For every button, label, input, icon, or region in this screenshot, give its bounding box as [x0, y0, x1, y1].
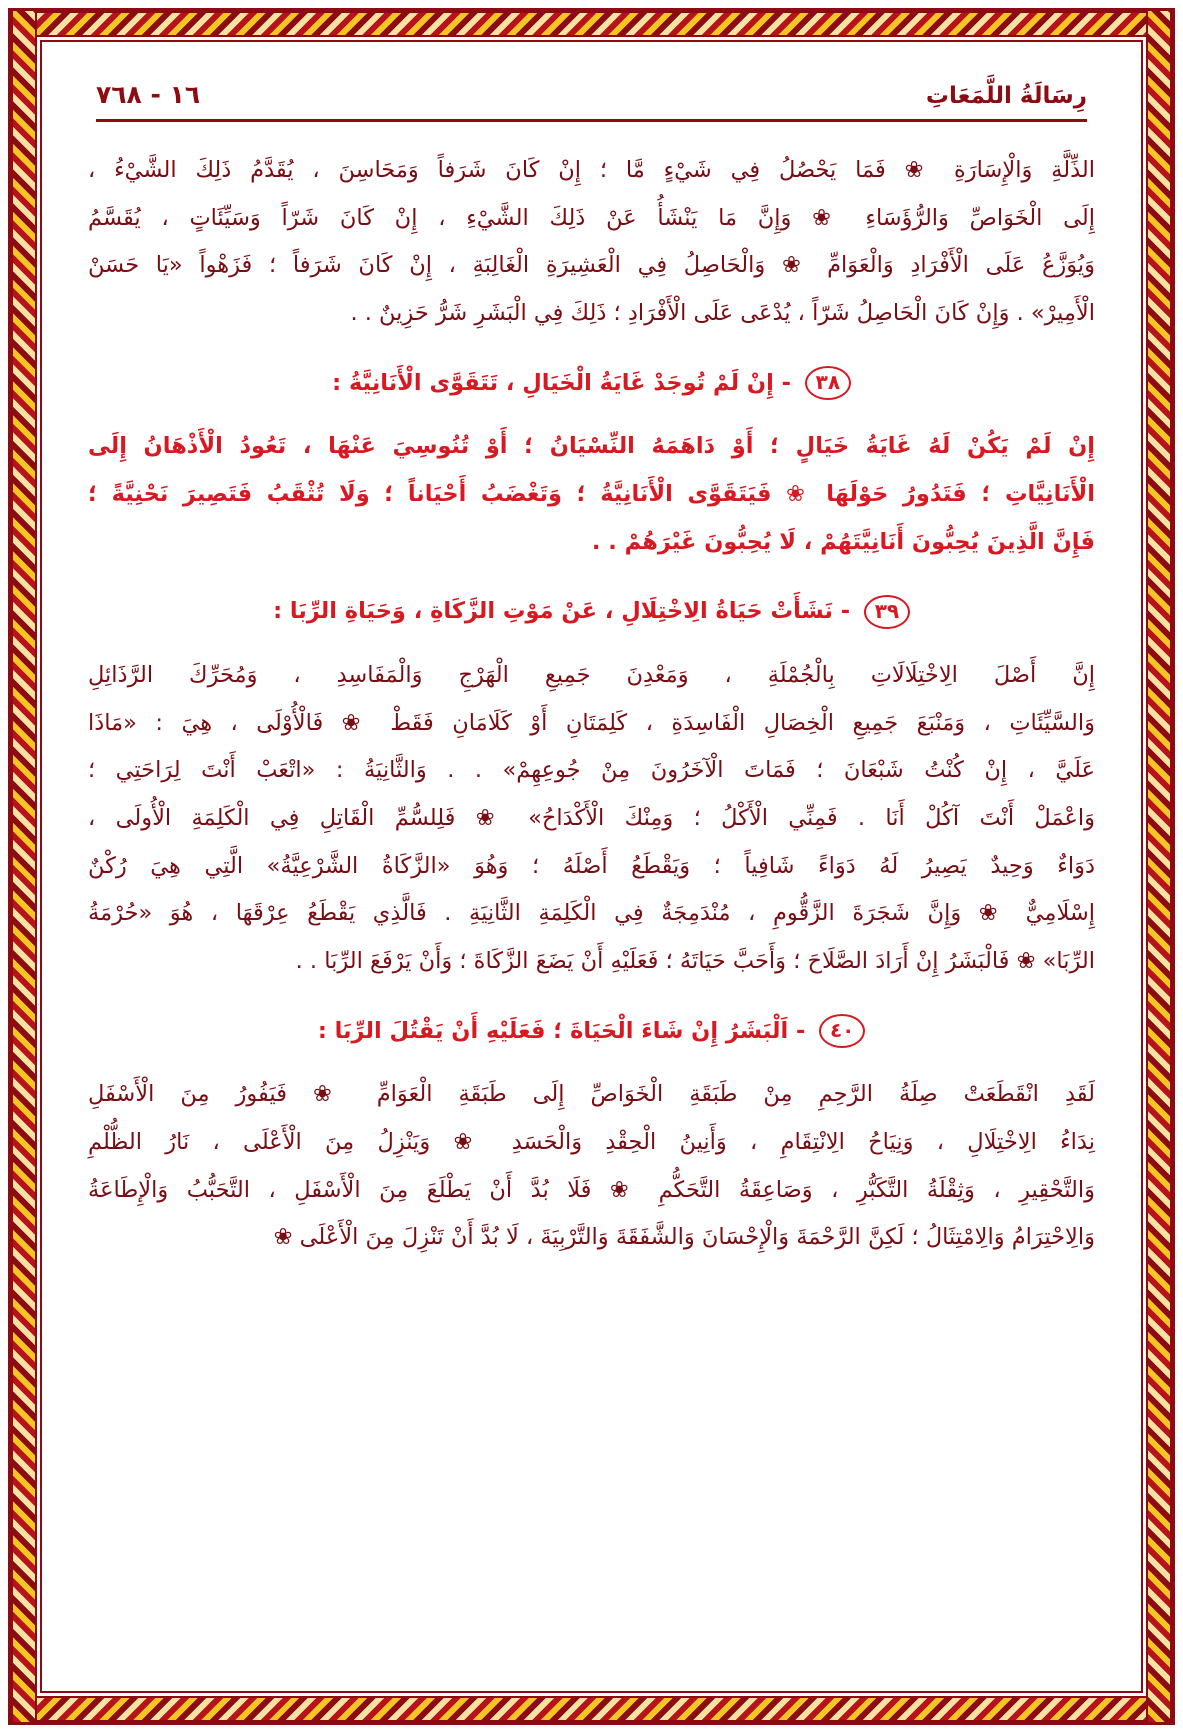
paragraph-line: إِنْ لَمْ يَكُنْ لَهُ غَايَةُ خَيَالٍ ؛ أَوْ دَاهَمَهُ النِّسْيَانُ ؛ أَوْ تُنُوسِيَ عَنْهَا ، تَعُودُ الْأَذْهَانُ إِلَى — [88, 433, 1095, 460]
ornamental-band-top — [11, 11, 1172, 37]
paragraph-line: وَاعْمَلْ أَنْتَ آكُلْ أَنَا . فَمِنِّي الْأَكْلُ ؛ وَمِنْكَ الْأَكْدَاحُ» ❀ فَلِلسُّمِّ الْقَاتِلِ فِي الْكَلِمَةِ الْأُولَى ، — [88, 805, 1095, 832]
paragraph-line: دَوَاءٌ وَحِيدٌ يَصِيرُ لَهُ دَوَاءً شَافِياً ؛ وَيَقْطَعُ أَصْلَهُ ؛ وَهُوَ «الزَّكَاةُ الشَّرْعِيَّةُ» الَّتِي هِيَ رُكْنٌ — [88, 852, 1095, 879]
section-heading — [88, 361, 1095, 407]
paragraph-line: عَلَيَّ ، إِنْ كُنْتُ شَبْعَانَ ؛ فَمَاتَ الْآخَرُونَ مِنْ جُوعِهِمْ» . . وَالثَّانِيَةُ : «اتْعَبْ أَنْتَ لِرَاحَتِي ؛ — [88, 757, 1095, 784]
paragraph-line: الْأَنَانِيَّاتِ ؛ فَتَدُورُ حَوْلَهَا ❀ فَيَتَقَوَّى الْأَنَانِيَّةُ ؛ وَتَغْضَبُ أَحْيَاناً ؛ وَلَا تُثْقَبُ فَتَصِيرَ نَحْنِيَّةً ؛ — [88, 481, 1095, 508]
paragraph-line: لَقَدِ انْقَطَعَتْ صِلَةُ الرَّحِمِ مِنْ طَبَقَةِ الْخَوَاصِّ إِلَى طَبَقَةِ الْعَوَامِّ ❀ فَيَفُورُ مِنَ الْأَسْفَلِ — [88, 1081, 1095, 1108]
paragraph-line: إِسْلَامِيٌّ ❀ وَإِنَّ شَجَرَةَ الزَّقُّومِ ، مُنْدَمِجَةٌ فِي الْكَلِمَةِ الثَّانِيَةِ . فَالَّذِي يَقْطَعُ عِرْقَهَا ، هُوَ «حُرْمَةُ — [88, 900, 1095, 927]
ornamental-band-right — [1146, 11, 1172, 1722]
section-title: - نَشَأَتْ حَيَاةُ الِاخْتِلَالِ ، عَنْ مَوْتِ الزَّكَاةِ ، وَحَيَاةِ الرِّبَا : — [273, 598, 851, 625]
paragraph-line: وَيُوَزَّعُ عَلَى الْأَفْرَادِ وَالْعَوَامِّ ❀ وَالْحَاصِلُ فِي الْعَشِيرَةِ الْغَالِبَةِ ، إِنْ كَانَ شَرَفاً ؛ فَزَهْواً «يَا حَسَنْ — [88, 252, 1095, 279]
page-header — [82, 80, 1101, 109]
section-number-badge: ٣٨ — [805, 366, 851, 400]
section-body — [88, 1072, 1095, 1261]
paragraph-line: إِلَى الْخَوَاصِّ وَالرُّؤَسَاءِ ❀ وَإِنَّ مَا يَنْشَأُ عَنْ ذَلِكَ الشَّيْءِ ، إِنْ كَانَ شَرّاً وَسَيِّئَاتٍ ، يُقَسَّمُ — [88, 204, 1095, 231]
paragraph-line: إِنَّ أَصْلَ الِاخْتِلَالَاتِ بِالْجُمْلَةِ ، وَمَعْدِنَ جَمِيعِ الْهَرْجِ وَالْمَفَاسِدِ ، وَمُحَرِّكَ الرَّذَائِلِ — [88, 662, 1095, 689]
page-content — [52, 52, 1131, 1681]
paragraph-line: الرِّبَا» ❀ فَالْبَشَرُ إِنْ أَرَادَ الصَّلَاحَ ؛ وَأَحَبَّ حَيَاتَهُ ؛ فَعَلَيْهِ أَنْ يَضَعَ الزَّكَاةَ ؛ وَأَنْ يَرْفَعَ الرِّبَا . . — [295, 948, 1095, 975]
paragraph-line: نِدَاءُ الِاخْتِلَالِ ، وَنِيَاحُ الِانْتِقَامِ ، وَأَنِينُ الْحِقْدِ وَالْحَسَدِ ❀ وَيَنْزِلُ مِنَ الْأَعْلَى ، نَارُ الظُّلْمِ — [88, 1129, 1095, 1156]
section-body — [88, 653, 1095, 985]
body-text — [82, 148, 1101, 1261]
paragraph-line: الذِّلَّةِ وَالْإِسَارَةِ ❀ فَمَا يَحْصُلُ فِي شَيْءٍ مَّا ؛ إِنْ كَانَ شَرَفاً وَمَحَاسِنَ ، يُقَدَّمُ ذَلِكَ الشَّيْءُ ، — [88, 157, 1095, 183]
paragraph-line: وَالسَّيِّئَاتِ ، وَمَنْبَعَ جَمِيعِ الْخِصَالِ الْفَاسِدَةِ ، كَلِمَتَانِ أَوْ كَلَامَانِ فَقَطْ ❀ فَالْأُوْلَى ، هِيَ : «مَاذَا — [88, 709, 1095, 736]
section-title: - اَلْبَشَرُ إِنْ شَاءَ الْحَيَاةَ ؛ فَعَلَيْهِ أَنْ يَقْتُلَ الرِّبَا : — [317, 1017, 806, 1044]
ornamental-band-left — [11, 11, 37, 1722]
section-body — [88, 424, 1095, 565]
section-heading — [88, 589, 1095, 635]
header-divider — [96, 119, 1087, 122]
ornamental-band-bottom — [11, 1696, 1172, 1722]
paragraph-line: الْأَمِيرْ» . وَإِنْ كَانَ الْحَاصِلُ شَرّاً ، يُدْعَى عَلَى الْأَفْرَادِ ؛ ذَلِكَ فِي الْبَشَرِ شَرُّ حَزِينٌ . . — [350, 300, 1095, 327]
section-heading — [88, 1009, 1095, 1055]
book-title: رِسَالَةُ اللَّمَعَاتِ — [925, 83, 1087, 109]
section-title: - إِنْ لَمْ تُوجَدْ غَايَةُ الْخَيَالِ ، تَتَقَوَّى الْأَنَانِيَّةُ : — [332, 369, 791, 396]
paragraph-line: وَالتَّحْقِيرِ ، وَثِقْلَةُ التَّكَبُّرِ ، وَصَاعِقَةُ التَّحَكُّمِ ❀ فَلَا بُدَّ أَنْ يَطْلَعَ مِنَ الْأَسْفَلِ ، التَّحَبُّبُ وَالْإِطَاعَةُ — [88, 1176, 1095, 1203]
section-number-badge: ٤٠ — [819, 1014, 865, 1048]
page-number: ١٦ - ٧٦٨ — [96, 80, 201, 109]
section-number-badge: ٣٩ — [864, 595, 910, 629]
paragraph-line: وَالِاحْتِرَامُ وَالِامْتِثَالُ ؛ لَكِنَّ الرَّحْمَةَ وَالْإِحْسَانَ وَالشَّفَقَةَ وَالتَّرْبِيَةَ ، لَا بُدَّ أَنْ تَنْزِلَ مِنَ الْأَعْلَى ❀ — [273, 1224, 1095, 1251]
paragraph-line: فَإِنَّ الَّذِينَ يُحِبُّونَ أَنَانِيَّتَهُمْ ، لَا يُحِبُّونَ غَيْرَهُمْ . . — [591, 528, 1095, 555]
